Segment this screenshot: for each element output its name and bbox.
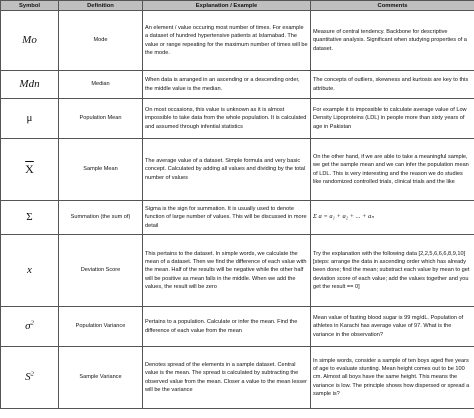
symbol-cell: Mo	[1, 11, 59, 71]
table-row	[1, 139, 474, 201]
header-definition: Definition	[59, 1, 143, 11]
definition-cell: Sample Variance	[59, 347, 143, 409]
comments-cell: Mean value of fasting blood sugar is 99 mg/dL. Population of athletes in Karachi has average value of 97. What is the variance in the observation?	[311, 307, 474, 347]
explanation-cell: On most occasions, this value is unknown as it is almost impossible to take data from the whole population. It is calculated and assumed through infential statistics	[143, 99, 311, 139]
table-row	[1, 235, 474, 307]
definition-cell: Population Mean	[59, 99, 143, 139]
explanation-cell: When data is arranged in an ascending or a descending order, the middle value is the median.	[143, 71, 311, 99]
symbol-cell	[1, 307, 59, 347]
symbol-cell	[1, 347, 59, 409]
table-row	[1, 347, 474, 409]
comments-cell: On the other hand, if we are able to take a meaningful sample, we get the sample mean and we can infer the population mean of LDL. This is very interesting and the reason we do studies like randomized controlled trials, clinical trials and the like	[311, 139, 474, 201]
symbol-cell: Σ	[1, 201, 59, 235]
symbol-cell: Mdn	[1, 71, 59, 99]
header-comments: Comments	[311, 1, 474, 11]
s-squared: $S^2$	[25, 370, 34, 384]
table-row	[1, 11, 474, 71]
comments-cell: The concepts of outliers, skewness and kurtosis are key to this attribute.	[311, 71, 474, 99]
explanation-cell: This pertains to the dataset. In simple words, we calculate the mean of a dataset. Then we find the difference of each value with the mean. Half of the results will be negative while the other half will be positive as mean falls in the middle. When we add the values, the result will be zero	[143, 235, 311, 307]
definition-cell: Deviation Score	[59, 235, 143, 307]
explanation-cell: Denotes spread of the elements in a sample dataset. Central value is the mean. The spread is calculated by subtracting the observed value from the mean. Closer a value to the mean lesser will be the variance	[143, 347, 311, 409]
definition-cell: Sample Mean	[59, 139, 143, 201]
explanation-cell: Sigma is the sign for summation. It is usually used to denote function of large number of values. This will be discussed in more detail	[143, 201, 311, 235]
definition-cell: Median	[59, 71, 143, 99]
table-row	[1, 307, 474, 347]
header-explanation: Explanation / Example	[143, 1, 311, 11]
symbol-cell: μ	[1, 99, 59, 139]
explanation-cell: An element / value occuring most number of times. For example a dataset of hundred hypertensive patients at Islamabad. The value or range repeating for the maximum number of times will be the mode.	[143, 11, 311, 71]
comments-cell: In simple words, consider a sample of ten boys aged five years of age to evaluate stunting. Mean height comes out to be 100 cm. Almost all boys have the same height. This means the variance is low. The principle shows how dispersed or spread a sample is?	[311, 347, 474, 409]
symbol-cell: x	[1, 235, 59, 307]
symbol-cell: $\overline{X}$	[25, 161, 34, 176]
comments-cell: Measure of central tendency. Backbone for descriptive quantitative analysis. Significant when studying properties of a dataset.	[311, 11, 474, 71]
comments-cell: For example it is impossible to calculate average value of Low Density Lipoproteins (LDL) in people more than sixty years of age in Pakistan	[311, 99, 474, 139]
explanation-cell: The average value of a dataset. Simple formula and very basic concept. Calculated by adding all values and dividing by the total number of values	[143, 139, 311, 201]
sigma-squared: $\sigma^2$	[25, 319, 34, 333]
definition-cell: Mode	[59, 11, 143, 71]
header-symbol: Symbol	[1, 1, 59, 11]
explanation-cell: Pertains to a population. Calculate or infer the mean. Find the difference of each value from the mean	[143, 307, 311, 347]
table-row	[1, 201, 474, 235]
table-row	[1, 99, 474, 139]
header-row	[1, 1, 474, 11]
definition-cell: Summation (the sum of)	[59, 201, 143, 235]
definition-cell: Population Variance	[59, 307, 143, 347]
summation-formula: Σ a = a₁ + a₂ + ... + aₙ	[313, 213, 375, 221]
comments-cell: Try the explanation with the following data [2,2,5,6,6,6,8,9,10] [steps: arrange the data in ascending order which has already been done; find the mean; substract each value by mean to get deviation score of each value; add the values together and you get the result == 0]	[311, 235, 474, 307]
table-row	[1, 71, 474, 99]
